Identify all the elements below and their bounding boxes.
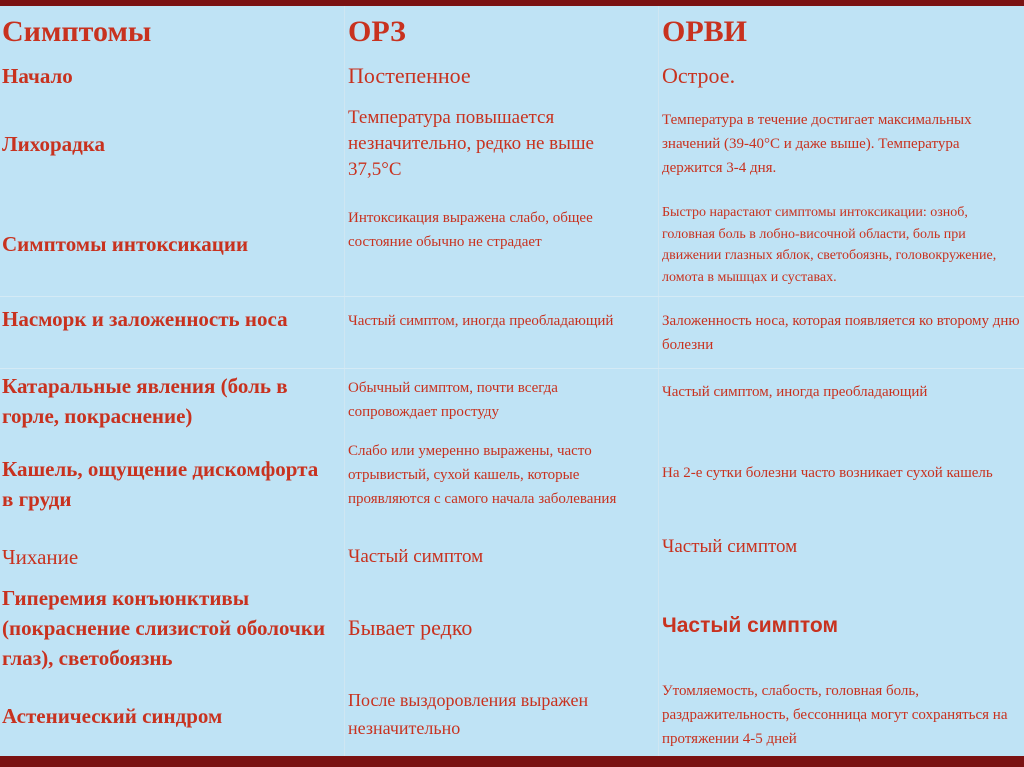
orvi-runny-nose: Заложенность носа, которая появляется ко второму дню болезни	[662, 313, 1020, 353]
orvi-sneezing: Частый симптом	[662, 536, 798, 557]
header-orz: ОРЗ	[348, 15, 406, 48]
orz-runny-nose: Частый симптом, иногда преобладающий	[348, 313, 614, 329]
orz-sneezing: Частый симптом	[348, 546, 484, 567]
row-divider	[0, 296, 1024, 297]
bottom-border	[0, 756, 1024, 767]
symptom-onset: Начало	[2, 64, 73, 88]
orvi-intoxication: Быстро нарастают симптомы интоксикации: озноб, головная боль в лобно-височной области, боль при движении глазных яблок, светобоязнь, головокружение, ломота в мышцах и суставах.	[662, 205, 997, 286]
header-symptoms: Симптомы	[2, 15, 152, 48]
orz-asthenic: После выздоровления выражен незначительно	[348, 690, 589, 738]
row-divider	[0, 368, 1024, 369]
column-divider	[344, 6, 345, 756]
symptom-sneezing: Чихание	[2, 545, 79, 569]
symptom-runny-nose: Насморк и заложенность носа	[2, 307, 288, 331]
orvi-onset: Острое.	[662, 63, 736, 88]
orz-fever: Температура повышается незначительно, редко не выше 37,5°С	[348, 107, 594, 181]
orz-conjunctiva: Бывает редко	[348, 615, 473, 640]
symptom-conjunctiva: Гиперемия конъюнктивы (покраснение слизистой оболочки глаз), светобоязнь	[2, 586, 326, 671]
header-orvi: ОРВИ	[662, 15, 748, 48]
orvi-cough: На 2-е сутки болезни часто возникает сухой кашель	[662, 465, 993, 481]
symptom-catarrhal: Катаральные явления (боль в горле, покраснение)	[2, 374, 288, 429]
comparison-table	[0, 6, 1024, 756]
orvi-fever: Температура в течение достигает максимальных значений (39-40°С и даже выше). Температура держится 3-4 дня.	[662, 112, 972, 176]
orz-catarrhal: Обычный симптом, почти всегда сопровождает простуду	[348, 380, 558, 420]
orz-intoxication: Интоксикация выражена слабо, общее состояние обычно не страдает	[348, 210, 593, 250]
symptom-intoxication: Симптомы интоксикации	[2, 232, 249, 256]
orvi-conjunctiva: Частый симптом	[662, 614, 838, 637]
symptom-fever: Лихорадка	[2, 132, 106, 156]
orz-onset: Постепенное	[348, 63, 471, 88]
symptom-asthenic: Астенический синдром	[2, 704, 223, 728]
orz-cough: Слабо или умеренно выражены, часто отрывистый, сухой кашель, которые проявляются с самого начала заболевания	[348, 443, 617, 507]
orvi-catarrhal: Частый симптом, иногда преобладающий	[662, 384, 928, 400]
symptom-cough: Кашель, ощущение дискомфорта в груди	[2, 457, 319, 512]
column-divider	[658, 6, 659, 756]
orvi-asthenic: Утомляемость, слабость, головная боль, раздражительность, бессонница могут сохраняться на протяжении 4-5 дней	[662, 683, 1008, 747]
